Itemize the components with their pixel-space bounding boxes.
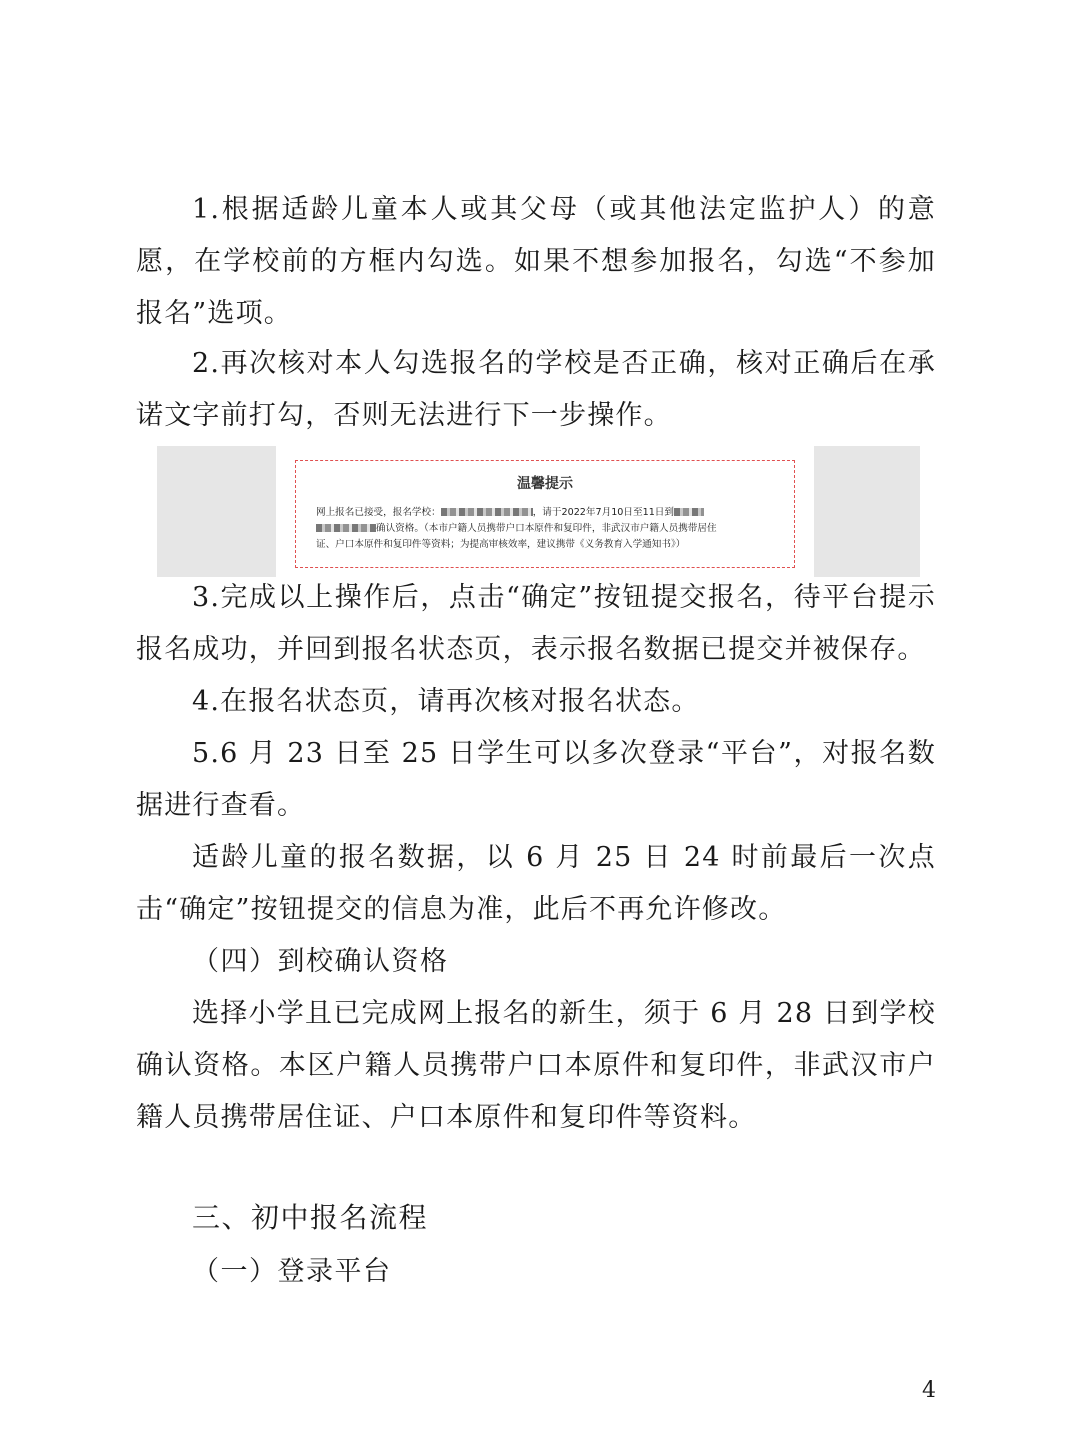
figure-left-gray-panel	[157, 446, 276, 577]
figure-right-gray-panel	[814, 446, 920, 577]
notice-dialog	[295, 460, 795, 568]
paragraph-5: 5.6 月 23 日至 25 日学生可以多次登录“平台”，对报名数据进行查看。	[136, 738, 936, 821]
subheading-4: （四）到校确认资格	[192, 946, 449, 977]
redacted-school-name	[441, 508, 533, 516]
paragraph-6: 适龄儿童的报名数据，以 6 月 25 日 24 时前最后一次点击“确定”按钮提交的信息为准，此后不再允许修改。	[136, 842, 936, 925]
section-3-heading: 三、初中报名流程	[192, 1201, 429, 1234]
redacted-location	[674, 508, 704, 516]
paragraph-1: 1.根据适龄儿童本人或其父母（或其他法定监护人）的意愿，在学校前的方框内勾选。如果不想参加报名，勾选“不参加报名”选项。	[136, 194, 936, 329]
section-3-subheading-1: （一）登录平台	[192, 1256, 392, 1287]
paragraph-2: 2.再次核对本人勾选报名的学校是否正确，核对正确后在承诺文字前打勾，否则无法进行下一步操作。	[136, 348, 936, 431]
page-number: 4	[922, 1378, 936, 1403]
notice-line1-a: 网上报名已接受，报名学校：	[316, 507, 441, 518]
paragraph-4: 4.在报名状态页，请再次核对报名状态。	[192, 686, 700, 717]
notice-line-3: 证、户口本原件和复印件等资料；为提高审核效率，建议携带《义务教育入学通知书》）	[316, 539, 686, 550]
notice-body	[316, 503, 780, 555]
redacted-school-name-2	[316, 524, 376, 532]
notice-line2-a: 确认资格。（本市户籍人员携带户口本原件和复印件，非武汉市户籍人员携带居住	[376, 523, 717, 534]
notice-title: 温馨提示	[517, 476, 573, 492]
notice-line1-b: ，请于2022年7月10日至11日到	[532, 507, 674, 518]
paragraph-3: 3.完成以上操作后，点击“确定”按钮提交报名，待平台提示报名成功，并回到报名状态页，表示报名数据已提交并被保存。	[136, 582, 936, 665]
paragraph-7: 选择小学且已完成网上报名的新生，须于 6 月 28 日到学校确认资格。本区户籍人员携带户口本原件和复印件，非武汉市户籍人员携带居住证、户口本原件和复印件等资料。	[136, 998, 936, 1133]
